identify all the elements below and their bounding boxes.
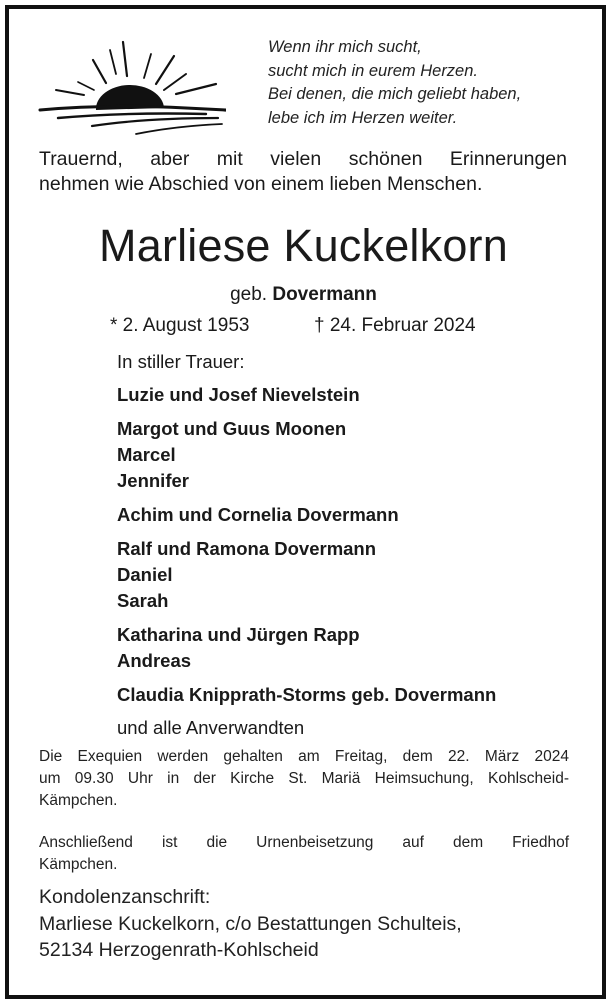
service-info [39,746,569,812]
mourner-name: Jennifer [117,470,189,491]
mourner-group [117,536,587,614]
intro-text [39,147,567,197]
mourners-list [117,350,587,740]
mourner-name: Margot und Guus Moonen [117,418,347,439]
service-line: Die Exequien werden gehalten am Freitag, dem 22. März 2024 [39,748,569,765]
mourner-name: Daniel [117,564,173,585]
service-line: Kämpchen. [39,792,118,809]
mourner-name: Claudia Knipprath-Storms geb. Dovermann [117,684,497,705]
mourner-group [117,622,587,674]
poem [268,36,588,130]
mourner-group [117,382,587,408]
sunset-icon [36,38,226,138]
intro-line: Trauernd, aber mit vielen schönen Erinnerungen [39,148,567,170]
maiden-surname: Dovermann [272,284,377,305]
burial-info [39,832,569,876]
death-date: † 24. Februar 2024 [314,315,476,336]
condolence-address [39,884,569,964]
mourner-name: Marcel [117,444,176,465]
poem-line: lebe ich im Herzen weiter. [268,108,458,127]
mourner-name: Luzie und Josef Nievelstein [117,384,360,405]
mourner-name: Katharina und Jürgen Rapp [117,624,360,645]
mourner-name: Andreas [117,650,192,671]
mourner-group [117,416,587,494]
poem-line: Bei denen, die mich geliebt haben, [268,85,522,103]
condolence-label: Kondolenzanschrift: [39,886,211,908]
mourner-name: Achim und Cornelia Dovermann [117,504,399,525]
burial-line: Kämpchen. [39,856,118,873]
mourners-tail: und alle Anverwandten [117,717,305,738]
poem-line: Wenn ihr mich sucht, [268,38,422,56]
deceased-name: Marliese Kuckelkorn [99,220,508,271]
intro-line: nehmen wie Abschied von einem lieben Menschen. [39,173,483,195]
birth-date: * 2. August 1953 [110,315,250,336]
mourner-group [117,682,587,708]
geb-prefix: geb. [230,284,268,305]
mourners-lead: In stiller Trauer: [117,351,245,372]
mourner-group [117,502,587,528]
maiden-name [0,283,607,307]
mourner-name: Sarah [117,590,169,611]
burial-line: Anschließend ist die Urnenbeisetzung auf dem Friedhof [39,834,569,851]
mourner-name: Ralf und Ramona Dovermann [117,538,377,559]
poem-line: sucht mich in eurem Herzen. [268,61,478,80]
service-line: um 09.30 Uhr in der Kirche St. Mariä Heimsuchung, Kohlscheid- [39,770,569,787]
condolence-line: 52134 Herzogenrath-Kohlscheid [39,939,319,961]
condolence-line: Marliese Kuckelkorn, c/o Bestattungen Schulteis, [39,912,462,935]
